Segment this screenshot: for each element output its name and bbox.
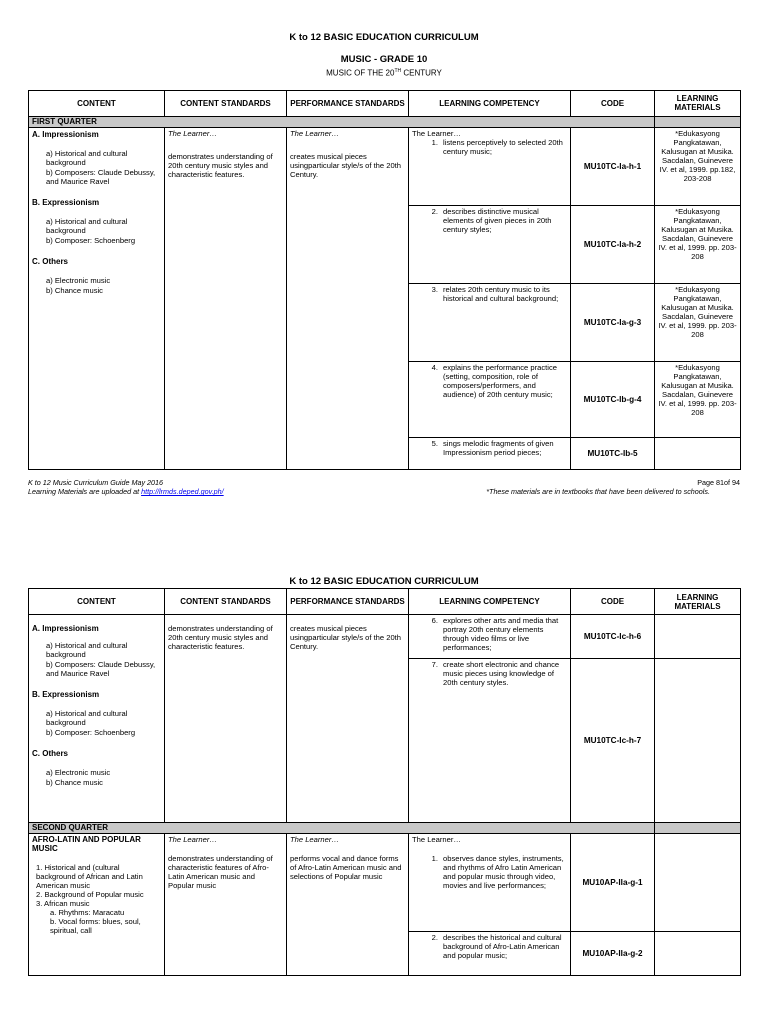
q2-content-title: AFRO-LATIN AND POPULAR MUSIC: [32, 835, 141, 853]
page-number: Page 81of 94: [697, 478, 740, 487]
content-cell: [29, 127, 165, 469]
performance-standard-text: creates musical pieces usingparticular style/s of the 20th Century.: [290, 151, 402, 179]
learner-label: The Learner…: [412, 128, 461, 138]
page-1-title: K to 12 BASIC EDUCATION CURRICULUM: [289, 32, 479, 43]
content-standard-cell: [165, 834, 287, 976]
code-cell: MU10TC-Ic-h-6: [571, 615, 655, 659]
performance-standard-text: creates musical pieces usingparticular style/s of the 20th Century.: [290, 624, 402, 651]
performance-standard-cell: [287, 127, 409, 469]
materials-cell: [655, 659, 741, 823]
header-performance-standards: PERFORMANCE STANDARDS: [287, 90, 409, 116]
table-header-row: [29, 90, 741, 116]
section-b-title: B. Expressionism: [32, 197, 100, 207]
header-learning-competency: LEARNING COMPETENCY: [409, 589, 571, 615]
performance-standard-text: performs vocal and dance forms of Afro-Latin American music and selections of Popular music: [290, 854, 402, 881]
section-b-title: B. Expressionism: [32, 690, 100, 699]
content-cell: [29, 834, 165, 976]
learner-label: The Learner…: [168, 835, 217, 844]
header-content: CONTENT: [29, 90, 165, 116]
competency-cell: 4. explains the performance practice (setting, composition, role of composers/performers, and audience) of 20th century music;: [409, 361, 571, 437]
page-1-subject: MUSIC - GRADE 10: [340, 54, 428, 65]
list-item: b. Vocal forms: blues, soul, spiritual, call: [50, 917, 141, 935]
materials-cell: [655, 437, 741, 469]
list-item: 1. Historical and (cultural background of African and Latin American music: [36, 863, 143, 890]
page-1-footer: [28, 478, 740, 496]
content-cell: [29, 615, 165, 823]
footer-textbook-note: *These materials are in textbooks that have been delivered to schools.: [486, 487, 710, 496]
materials-cell: *Edukasyong Pangkatawan, Kalusugan at Musika. Sacdalan, Guinevere IV. et al, 1999. pp.182, 203-208: [655, 127, 741, 205]
footer-guide-label: K to 12 Music Curriculum Guide May 2016: [28, 478, 164, 487]
page-2: [28, 576, 740, 976]
learner-label: The Learner…: [290, 835, 339, 844]
section-a-title: A. Impressionism: [32, 624, 99, 633]
section-c-title: C. Others: [32, 256, 69, 266]
content-standard-cell: [165, 127, 287, 469]
header-learning-materials: LEARNING MATERIALS: [655, 90, 741, 116]
content-standard-text: demonstrates understanding of 20th century music styles and characteristic features.: [168, 151, 273, 179]
page-1: [28, 32, 740, 470]
list-item: a) Electronic music: [46, 768, 111, 777]
competency-text: relates 20th century music to its historical and cultural background;: [443, 284, 559, 303]
section-c-title: C. Others: [32, 749, 69, 758]
list-item: a) Historical and cultural background: [46, 148, 128, 167]
learner-label: The Learner…: [168, 128, 217, 138]
competency-text: listens perceptively to selected 20th century music;: [443, 137, 563, 156]
header-learning-competency: LEARNING COMPETENCY: [409, 90, 571, 116]
competency-cell: 6. explores other arts and media that portray 20th century elements through video films or live performances;: [409, 615, 571, 659]
section-a-title: A. Impressionism: [32, 129, 99, 139]
code-cell: MU10TC-Ia-h-1: [571, 127, 655, 205]
performance-standard-cell: [287, 834, 409, 976]
quarter-row: [29, 823, 741, 834]
page-1-subtitle: MUSIC OF THE 20TH CENTURY: [326, 68, 442, 78]
competency-text: sings melodic fragments of given Impressionism period pieces;: [443, 438, 554, 457]
materials-cell: [655, 932, 741, 976]
content-standard-text: demonstrates understanding of 20th century music styles and characteristic features.: [168, 624, 273, 651]
header-code: CODE: [571, 90, 655, 116]
curriculum-table-1: [28, 90, 741, 470]
list-item: 2. Background of Popular music: [36, 890, 144, 899]
content-standard-cell: [165, 615, 287, 823]
footer-materials-note: Learning Materials are uploaded at http://lrmds.deped.gov.ph/: [28, 487, 224, 496]
content-standard-text: demonstrates understanding of characteristic features of Afro-Latin American music and Popular music: [168, 854, 273, 890]
list-item: b) Composer: Schoenberg: [46, 728, 136, 737]
code-cell: MU10TC-Ib-g-4: [571, 361, 655, 437]
header-content-standards: CONTENT STANDARDS: [165, 589, 287, 615]
competency-cell: 3. relates 20th century music to its historical and cultural background;: [409, 283, 571, 361]
competency-cell: The Learner… 1. observes dance styles, instruments, and rhythms of Afro Latin American and popular music through video, movies and live performances;: [409, 834, 571, 932]
performance-standard-cell: [287, 615, 409, 823]
code-cell: MU10AP-IIa-g-1: [571, 834, 655, 932]
header-learning-materials: LEARNING MATERIALS: [655, 589, 741, 615]
code-cell: MU10TC-Ic-h-7: [571, 659, 655, 823]
quarter-label: FIRST QUARTER: [29, 116, 655, 127]
quarter-label: SECOND QUARTER: [29, 823, 655, 834]
header-performance-standards: PERFORMANCE STANDARDS: [287, 589, 409, 615]
competency-text: explains the performance practice (setting, composition, role of composers/performers, and audience) of 20th century music;: [443, 362, 557, 399]
list-item: b) Composer: Schoenberg: [46, 235, 136, 245]
curriculum-table-2: [28, 588, 741, 976]
list-item: a) Historical and cultural background: [46, 216, 128, 235]
code-cell: MU10TC-Ia-g-3: [571, 283, 655, 361]
table-header-row: [29, 589, 741, 615]
learner-label: The Learner…: [412, 835, 461, 844]
list-item: a) Historical and cultural background: [46, 641, 128, 659]
header-content-standards: CONTENT STANDARDS: [165, 90, 287, 116]
competency-cell: 5. sings melodic fragments of given Impressionism period pieces;: [409, 437, 571, 469]
list-item: a) Electronic music: [46, 275, 111, 285]
competency-cell: 2. describes the historical and cultural background of Afro-Latin American and popular music;: [409, 932, 571, 976]
materials-cell: [655, 834, 741, 932]
list-item: 3. African music: [36, 899, 90, 908]
header-content: CONTENT: [29, 589, 165, 615]
competency-cell: 2. describes distinctive musical elements of given pieces in 20th century styles;: [409, 205, 571, 283]
competency-text: describes the historical and cultural background of Afro-Latin American and popular music;: [443, 933, 562, 960]
header-code: CODE: [571, 589, 655, 615]
list-item: a) Historical and cultural background: [46, 709, 128, 727]
list-item: b) Composers: Claude Debussy, and Maurice Ravel: [46, 167, 156, 186]
competency-text: explores other arts and media that portray 20th century elements through video films or live performances;: [443, 616, 559, 652]
table-row: [29, 834, 741, 932]
materials-cell: *Edukasyong Pangkatawan, Kalusugan at Musika. Sacdalan, Guinevere IV. et al, 1999. pp. 203-208: [655, 283, 741, 361]
learner-label: The Learner…: [290, 128, 339, 138]
materials-cell: *Edukasyong Pangkatawan, Kalusugan at Musika. Sacdalan, Guinevere IV. et al, 1999. pp. 203-208: [655, 361, 741, 437]
quarter-row: [29, 116, 741, 127]
list-item: b) Composers: Claude Debussy, and Maurice Ravel: [46, 660, 156, 678]
table-row: [29, 615, 741, 659]
competency-text: observes dance styles, instruments, and rhythms of Afro Latin American and popular music through video, movies and live performances;: [443, 854, 564, 890]
code-cell: MU10TC-Ia-h-2: [571, 205, 655, 283]
lrmds-link[interactable]: http://lrmds.deped.gov.ph/: [141, 487, 224, 496]
competency-cell: The Learner… 1. listens perceptively to selected 20th century music;: [409, 127, 571, 205]
list-item: b) Chance music: [46, 285, 103, 295]
code-cell: MU10AP-IIa-g-2: [571, 932, 655, 976]
list-item: b) Chance music: [46, 778, 103, 787]
code-cell: MU10TC-Ib-5: [571, 437, 655, 469]
materials-cell: [655, 615, 741, 659]
competency-cell: 7. create short electronic and chance music pieces using knowledge of 20th century styles.: [409, 659, 571, 823]
materials-cell: *Edukasyong Pangkatawan, Kalusugan at Musika. Sacdalan, Guinevere IV. et al, 1999. pp. 203-208: [655, 205, 741, 283]
competency-text: describes distinctive musical elements of given pieces in 20th century styles;: [443, 206, 552, 234]
competency-text: create short electronic and chance music pieces using knowledge of 20th century styles.: [443, 660, 560, 687]
table-row: [29, 127, 741, 205]
list-item: a. Rhythms: Maracatu: [50, 908, 125, 917]
page-2-title: K to 12 BASIC EDUCATION CURRICULUM: [289, 576, 479, 587]
